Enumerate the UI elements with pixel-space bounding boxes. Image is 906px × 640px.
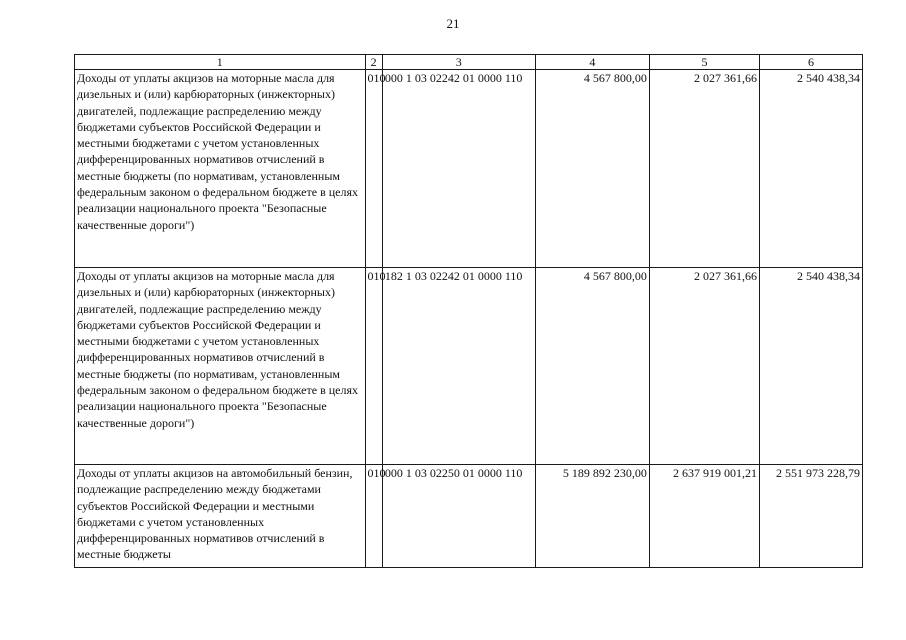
line-code: 010 bbox=[365, 465, 382, 568]
header-col-4: 4 bbox=[535, 55, 649, 70]
value-col-4: 4 567 800,00 bbox=[535, 70, 649, 268]
value-col-5: 2 027 361,66 bbox=[649, 268, 759, 465]
line-code: 010 bbox=[365, 268, 382, 465]
budget-classification-code: 182 1 03 02242 01 0000 110 bbox=[382, 268, 535, 465]
header-row bbox=[75, 55, 863, 70]
value-col-5: 2 637 919 001,21 bbox=[649, 465, 759, 568]
income-name: Доходы от уплаты акцизов на моторные масла для дизельных и (или) карбюраторных (инжекторных) двигателей, подлежащие распределению между бюджетами субъектов Российской Федерации и местными бюджетами с учетом установленных дифференцированных нормативов отчислений в местные бюджеты (по нормативам, установленным федеральным законом о федеральном бюджете в целях реализации национального проекта "Безопасные качественные дороги") bbox=[75, 70, 366, 268]
header-col-3: 3 bbox=[382, 55, 535, 70]
page-number: 21 bbox=[446, 16, 460, 31]
budget-classification-code: 000 1 03 02250 01 0000 110 bbox=[382, 465, 535, 568]
income-name: Доходы от уплаты акцизов на автомобильный бензин, подлежащие распределению между бюджетами субъектов Российской Федерации и местными бюджетами с учетом установленных дифференцированных нормативов отчислений в местные бюджеты bbox=[75, 465, 366, 568]
value-col-4: 5 189 892 230,00 bbox=[535, 465, 649, 568]
line-code: 010 bbox=[365, 70, 382, 268]
value-col-6: 2 540 438,34 bbox=[760, 268, 863, 465]
income-name: Доходы от уплаты акцизов на моторные масла для дизельных и (или) карбюраторных (инжекторных) двигателей, подлежащие распределению между бюджетами субъектов Российской Федерации и местными бюджетами с учетом установленных дифференцированных нормативов отчислений в местные бюджеты (по нормативам, установленным федеральным законом о федеральном бюджете в целях реализации национального проекта "Безопасные качественные дороги") bbox=[75, 268, 366, 465]
table-row bbox=[75, 70, 863, 268]
budget-classification-code: 000 1 03 02242 01 0000 110 bbox=[382, 70, 535, 268]
value-col-6: 2 551 973 228,79 bbox=[760, 465, 863, 568]
header-col-6: 6 bbox=[760, 55, 863, 70]
table-row bbox=[75, 465, 863, 568]
header-col-2: 2 bbox=[365, 55, 382, 70]
value-col-6: 2 540 438,34 bbox=[760, 70, 863, 268]
header-col-1: 1 bbox=[75, 55, 366, 70]
table-row bbox=[75, 268, 863, 465]
value-col-5: 2 027 361,66 bbox=[649, 70, 759, 268]
header-col-5: 5 bbox=[649, 55, 759, 70]
value-col-4: 4 567 800,00 bbox=[535, 268, 649, 465]
budget-table bbox=[74, 54, 863, 568]
